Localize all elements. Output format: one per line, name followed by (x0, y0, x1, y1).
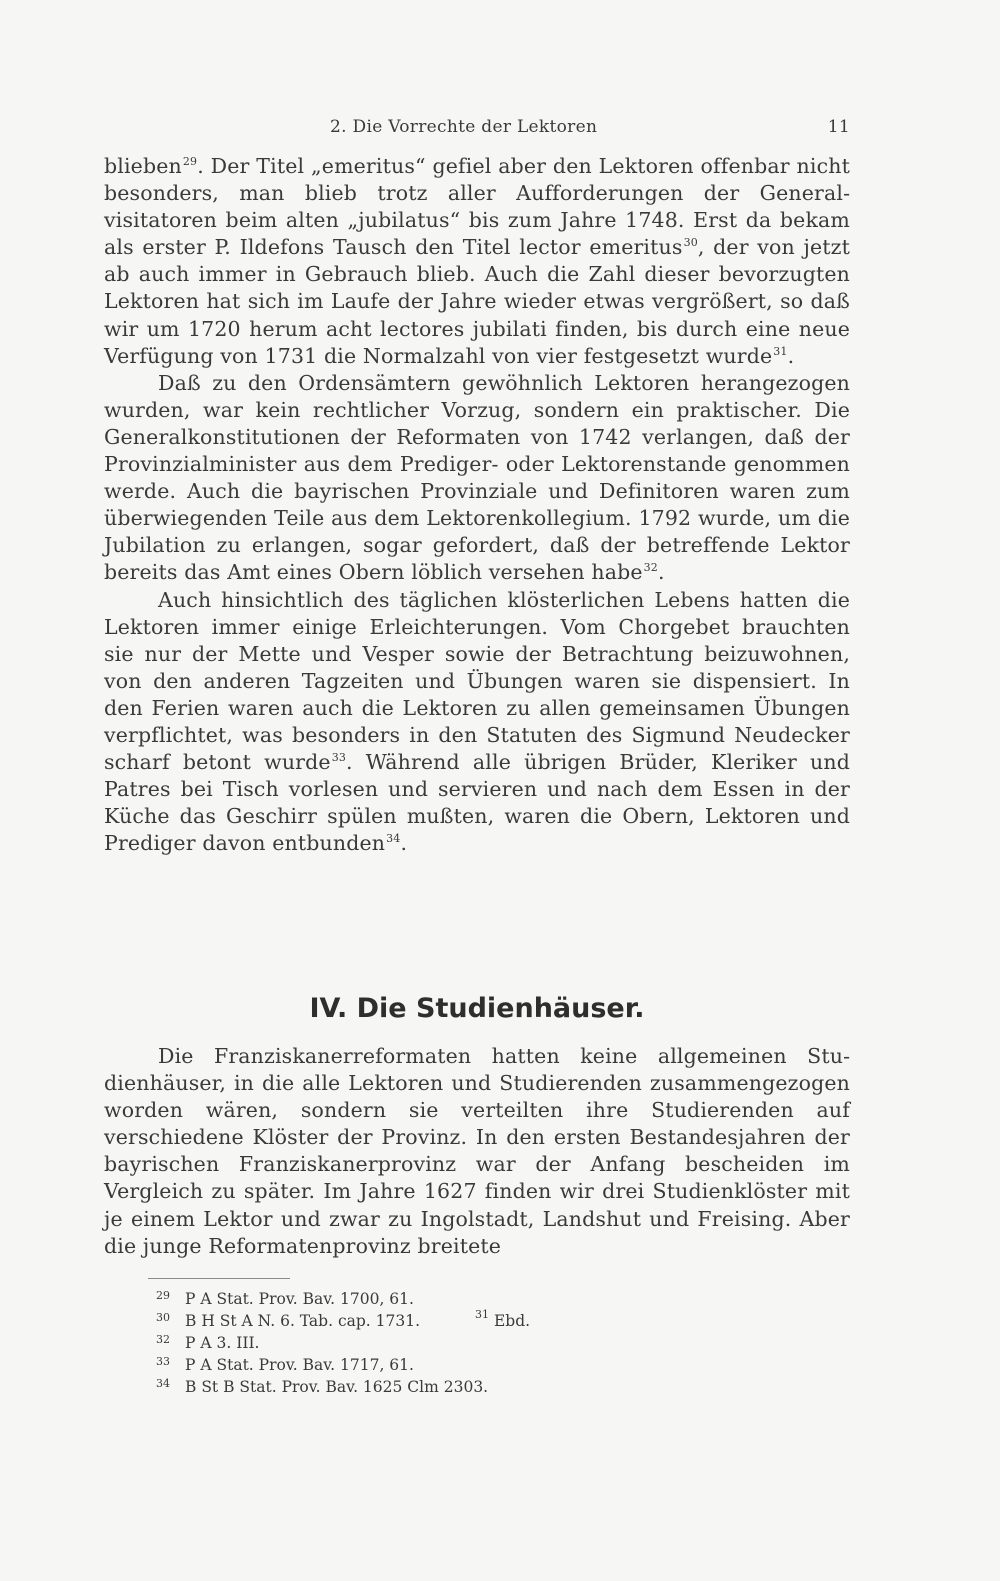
footnote-text: B St B Stat. Prov. Bav. 1625 Clm 2303. (185, 1378, 489, 1396)
footnote-text: B H St A N. 6. Tab. cap. 1731. (185, 1312, 421, 1330)
footnote (155, 1288, 795, 1310)
paragraph (104, 587, 850, 858)
body-text-top (104, 153, 850, 857)
footnote-number: 30 (156, 1311, 170, 1324)
footnote-text: P A Stat. Prov. Bav. 1700, 61. (185, 1290, 414, 1308)
footnote-number: 31 (475, 1308, 490, 1321)
footnote-ref: 34 (386, 832, 401, 846)
running-header (330, 117, 860, 141)
footnote-ref: 30 (683, 236, 698, 250)
footnote (155, 1332, 795, 1354)
paragraph: Die Franziskanerreformaten hatten keine allgemeinen Studienhäuser, in die alle Lektoren und Studierenden zusammengezogen worden wären, sondern sie verteilten ihre Studierenden auf verschiedene Klöster der Provinz. In den ersten Bestandesjahren der bayrischen Franziskanerprovinz war der Anfang bescheiden im Vergleich zu später. Im Jahre 1627 finden wir drei Studienklöster mit je einem Lektor und zwar zu Ingolstadt, Landshut und Freising. Aber die junge Reformatenprovinz breitete (104, 1044, 850, 1258)
text-run: . Der Titel „emeritus“ gefiel aber den Lektoren offenbar nicht besonders, man blieb trotz aller Aufforderungen der Generalvisitatoren beim alten „jubilatus“ bis zum Jahre 1748. Erst da bekam als erster P. Ildefons Tausch den Titel lector emeritus (104, 154, 850, 260)
text-run: . (657, 560, 665, 585)
text-run: , der von jetzt ab auch immer in Gebrauch blieb. Auch die Zahl dieser bevorzugten Lektoren hat sich im Laufe der Jahre wieder etwas vergrößert, so daß wir um 1720 herum acht lectores jubilati finden, bis durch eine neue Verfügung von 1731 die Normalzahl von vier festgesetzt wurde (104, 235, 850, 368)
footnotes (155, 1288, 795, 1398)
header-title: 2. Die Vorrechte der Lektoren (330, 117, 598, 137)
footnote-text: P A 3. III. (185, 1334, 260, 1352)
paragraph (104, 153, 850, 370)
text-run: blieben (104, 154, 182, 178)
footnote-divider (148, 1278, 290, 1279)
footnote (155, 1354, 795, 1376)
text-run: Auch hinsichtlich des täglichen klösterlichen Lebens hatten die Lektoren immer einige Erleichterungen. Vom Chorgebet brauchten sie nur der Mette und Vesper sowie der Betrachtung beizuwohnen, von den anderen Tagzeiten und Übungen waren sie dispensiert. In den Ferien waren auch die Lektoren zu allen gemeinsamen Übungen verpflichtet, was besonders in den Statuten des Sigmund Neudecker scharf betont wurde (104, 587, 850, 775)
page-number: 11 (827, 117, 850, 137)
paragraph (104, 370, 850, 587)
text-run: . (400, 831, 408, 856)
footnote-number: 34 (156, 1377, 170, 1390)
footnote-ref: 33 (331, 751, 346, 765)
footnote-number: 29 (156, 1289, 170, 1302)
footnote (155, 1310, 795, 1332)
footnote-text: Ebd. (493, 1312, 531, 1330)
footnote-number: 33 (156, 1355, 170, 1368)
body-text-bottom (104, 1043, 850, 1260)
text-run: . Während alle übrigen Brüder, Kleriker und Patres bei Tisch vorlesen und servieren und nach dem Essen in der Küche das Geschirr spülen mußten, waren die Obern, Lektoren und Prediger davon entbunden (104, 750, 850, 856)
text-run: Daß zu den Ordensämtern gewöhnlich Lektoren herangezogen wurden, war kein rechtlicher Vorzug, sondern ein praktischer. Die Generalkonstitutionen der Reformaten von 1742 verlangen, daß der Provinzialminister aus dem Prediger- oder Lektorenstande genommen werde. Auch die bayrischen Provinziale und Definitoren waren zum überwiegenden Teile aus dem Lektorenkollegium. 1792 wurde, um die Jubilation zu erlangen, sogar gefordert, daß der betreffende Lektor bereits das Amt eines Obern löblich versehen habe (104, 370, 850, 585)
footnote-number: 32 (156, 1333, 170, 1346)
section-heading: IV. Die Studienhäuser. (309, 993, 645, 1024)
footnote-ref: 32 (643, 561, 658, 575)
footnote-ref: 31 (773, 344, 788, 358)
footnote (155, 1376, 795, 1398)
footnote-ref: 29 (182, 155, 198, 168)
text-run: . (787, 343, 795, 368)
footnote-text: P A Stat. Prov. Bav. 1717, 61. (185, 1356, 414, 1374)
